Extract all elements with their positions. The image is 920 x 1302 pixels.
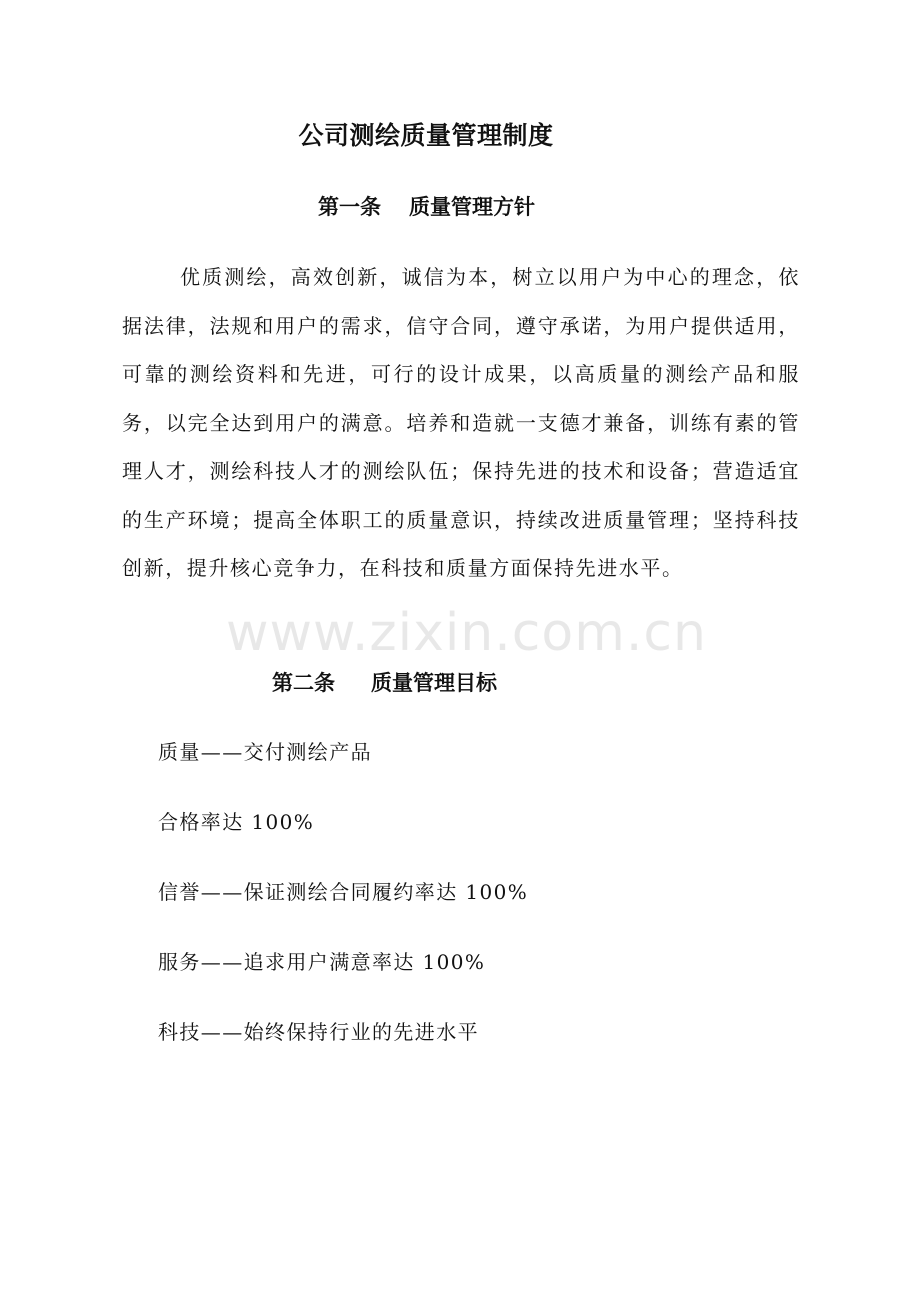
section-2-heading <box>272 667 497 699</box>
target-credibility: 信誉——保证测绘合同履约率达 100% <box>158 880 529 904</box>
section-1-body: 优质测绘，高效创新，诚信为本，树立以用户为中心的理念，依据法律，法规和用户的需求，信守合同，遵守承诺，为用户提供适用，可靠的测绘资料和先进，可行的设计成果，以高质量的测绘产品和服务，以完全达到用户的满意。培养和造就一支德才兼备，训练有素的管理人才，测绘科技人才的测绘队伍；保持先进的技术和设备；营造适宜的生产环境；提高全体职工的质量意识，持续改进质量管理；坚持科技创新，提升核心竞争力，在科技和质量方面保持先进水平。 <box>122 265 800 580</box>
document-title: 公司测绘质量管理制度 <box>298 121 554 150</box>
section-2-title: 质量管理目标 <box>371 671 497 695</box>
target-service: 服务——追求用户满意率达 100% <box>158 950 486 974</box>
target-technology: 科技——始终保持行业的先进水平 <box>158 1020 479 1044</box>
section-1-heading <box>318 191 535 223</box>
target-pass-rate: 合格率达 100% <box>158 810 315 834</box>
section-2-number: 第二条 <box>272 671 335 695</box>
section-1-number: 第一条 <box>318 195 381 219</box>
watermark: www.zixin.com.cn <box>226 603 707 663</box>
section-1-title: 质量管理方针 <box>409 195 535 219</box>
target-quality: 质量——交付测绘产品 <box>158 740 372 764</box>
